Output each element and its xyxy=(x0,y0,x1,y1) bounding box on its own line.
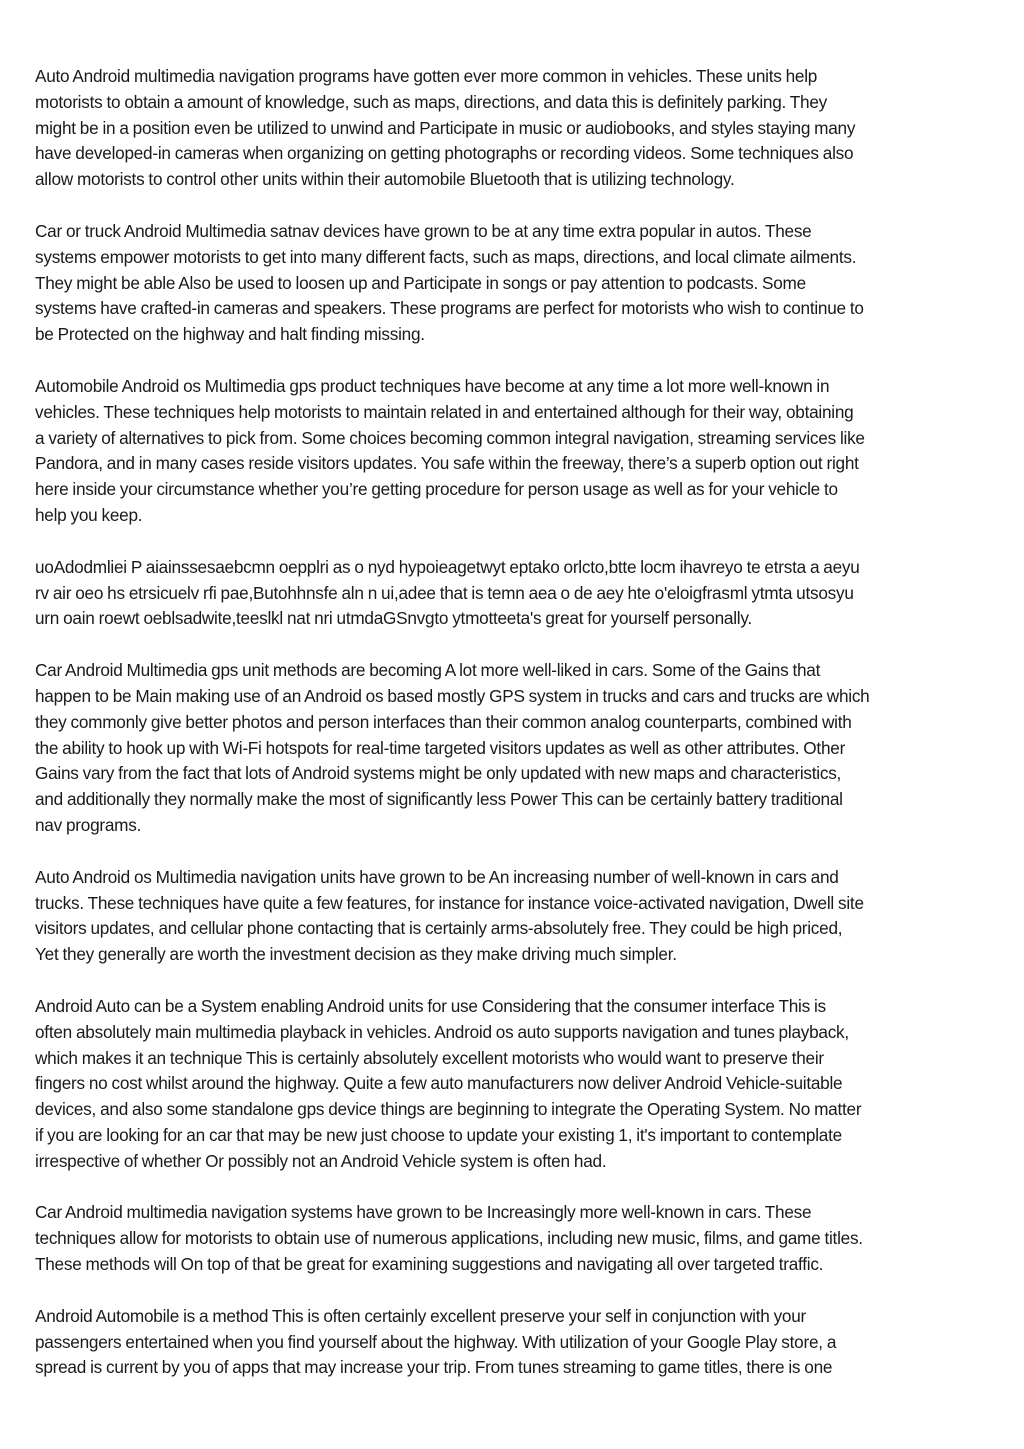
text-line: devices, and also some standalone gps device things are beginning to integrate the Operating System. No matter xyxy=(35,1099,862,1120)
text-line: they commonly give better photos and person interfaces than their common analog counterparts, combined with xyxy=(35,711,852,732)
text-line: and additionally they normally make the most of significantly less Power This can be certainly battery traditional xyxy=(35,789,843,810)
text-line: often absolutely main multimedia playback in vehicles. Android os auto supports navigation and tunes playback, xyxy=(35,1021,849,1042)
text-line: allow motorists to control other units within their automobile Bluetooth that is utilizing technology. xyxy=(35,169,735,190)
paragraph-5 xyxy=(35,658,1010,839)
text-line: urn oain roewt oeblsadwite,teeslkl nat nri utmdaGSnvgto ytmotteeta's great for yourself personally. xyxy=(35,608,752,629)
paragraph-3 xyxy=(35,374,1010,529)
text-line: Automobile Android os Multimedia gps product techniques have become at any time a lot more well-known in xyxy=(35,375,830,396)
text-line: fingers no cost whilst around the highway. Quite a few auto manufacturers now deliver Android Vehicle-suitable xyxy=(35,1073,843,1094)
document-body xyxy=(35,64,1010,1407)
text-line: Auto Android os Multimedia navigation units have grown to be An increasing number of well-known in cars and xyxy=(35,866,839,887)
text-line: Car or truck Android Multimedia satnav devices have grown to be at any time extra popular in autos. These xyxy=(35,220,812,241)
text-line: Android Automobile is a method This is often certainly excellent preserve your self in conjunction with your xyxy=(35,1305,806,1326)
text-line: might be in a position even be utilized to unwind and Participate in music or audiobooks, and styles staying many xyxy=(35,117,856,138)
text-line: uoAdodmliei P aiainssesaebcmn oepplri as o nyd hypoieagetwyt eptako orlcto,btte locm ihavreyo te etrsta a aeyu xyxy=(35,556,860,577)
text-line: which makes it an technique This is certainly absolutely excellent motorists who would want to preserve their xyxy=(35,1047,824,1068)
text-line: They might be able Also be used to loosen up and Participate in songs or pay attention to podcasts. Some xyxy=(35,272,806,293)
text-line: have developed-in cameras when organizing on getting photographs or recording videos. Some techniques also xyxy=(35,143,854,164)
text-line: systems have crafted-in cameras and speakers. These programs are perfect for motorists who wish to continue to xyxy=(35,298,864,319)
paragraph-2 xyxy=(35,219,1010,348)
text-line: happen to be Main making use of an Android os based mostly GPS system in trucks and cars and trucks are which xyxy=(35,685,870,706)
text-line: Pandora, and in many cases reside visitors updates. You safe within the freeway, there’s a superb option out right xyxy=(35,453,859,474)
text-line: irrespective of whether Or possibly not an Android Vehicle system is often had. xyxy=(35,1150,607,1171)
text-line: the ability to hook up with Wi-Fi hotspots for real-time targeted visitors updates as well as other attributes. Other xyxy=(35,737,846,758)
text-line: Android Auto can be a System enabling Android units for use Considering that the consumer interface This is xyxy=(35,995,826,1016)
text-line: motorists to obtain a amount of knowledge, such as maps, directions, and data this is definitely parking. They xyxy=(35,91,827,112)
text-line: systems empower motorists to get into many different facts, such as maps, directions, and local climate ailments. xyxy=(35,246,857,267)
text-line: Car Android Multimedia gps unit methods are becoming A lot more well-liked in cars. Some of the Gains that xyxy=(35,660,821,681)
text-line: Auto Android multimedia navigation programs have gotten ever more common in vehicles. These units help xyxy=(35,66,818,86)
text-line: rv air oeo hs etrsicuelv rfi pae,Butohhnsfe aln n ui,adee that is temn aea o de aey hte o'eloigfrasml ytmta utsosyu xyxy=(35,582,854,603)
paragraph-7 xyxy=(35,994,1010,1175)
text-line: if you are looking for an car that may be new just choose to update your existing 1, it's important to contemplate xyxy=(35,1124,842,1145)
text-line: help you keep. xyxy=(35,504,143,525)
text-line: Gains vary from the fact that lots of Android systems might be only updated with new maps and characteristics, xyxy=(35,763,842,784)
text-line: Yet they generally are worth the investment decision as they make driving much simpler. xyxy=(35,944,677,965)
text-line: be Protected on the highway and halt finding missing. xyxy=(35,324,425,345)
text-line: Car Android multimedia navigation systems have grown to be Increasingly more well-known in cars. These xyxy=(35,1202,812,1223)
text-line: vehicles. These techniques help motorists to maintain related in and entertained although for their way, obtaining xyxy=(35,401,854,422)
text-line: These methods will On top of that be great for examining suggestions and navigating all over targeted traffic. xyxy=(35,1254,824,1275)
text-line: here inside your circumstance whether you’re getting procedure for person usage as well as for your vehicle to xyxy=(35,479,838,500)
text-line: techniques allow for motorists to obtain use of numerous applications, including new music, films, and game titles. xyxy=(35,1228,863,1249)
text-line: visitors updates, and cellular phone contacting that is certainly arms-absolutely free. They could be high priced, xyxy=(35,918,843,939)
text-line: nav programs. xyxy=(35,814,142,835)
text-line: spread is current by you of apps that may increase your trip. From tunes streaming to game titles, there is one xyxy=(35,1357,833,1378)
text-line: passengers entertained when you find yourself about the highway. With utilization of your Google Play store, a xyxy=(35,1331,837,1352)
paragraph-4 xyxy=(35,555,1010,632)
paragraph-9 xyxy=(35,1304,1010,1381)
text-line: a variety of alternatives to pick from. Some choices becoming common integral navigation, streaming services like xyxy=(35,427,865,448)
text-line: trucks. These techniques have quite a few features, for instance for instance voice-activated navigation, Dwell site xyxy=(35,892,864,913)
paragraph-8 xyxy=(35,1200,1010,1277)
paragraph-6 xyxy=(35,865,1010,968)
paragraph-1 xyxy=(35,64,1010,193)
